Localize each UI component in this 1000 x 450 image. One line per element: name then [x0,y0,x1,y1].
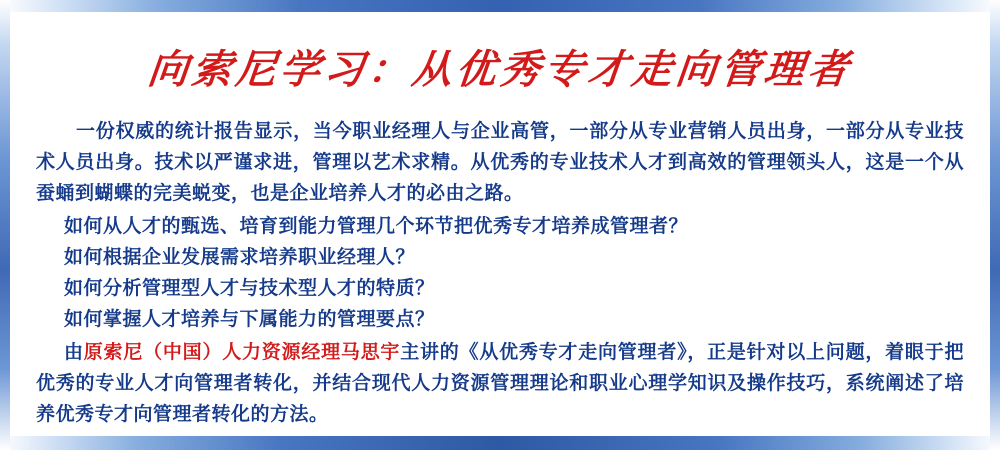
question-line-1: 如何从人才的甄选、培育到能力管理几个环节把优秀专才培养成管理者？ [64,215,689,237]
page-title: 向索尼学习：从优秀专才走向管理者 [145,46,855,93]
closing-paragraph [36,337,964,430]
closing-rest: 主讲的《从优秀专才走向管理者》，正是针对以上问题，着眼于把优秀的专业人才向管理者转化，并结合现代人力资源管理理论和职业心理学知识及操作技巧，系统阐述了培养优秀专才向管理者转化的方法。 [36,341,964,425]
document-body [36,116,964,430]
question-line-3: 如何分析管理型人才与技术型人才的特质？ [64,277,435,299]
closing-highlight: 原索尼（中国）人力资源经理马思宇 [83,341,401,363]
intro-paragraph: 一份权威的统计报告显示，当今职业经理人与企业高管，一部分从专业营销人员出身，一部分从专业技术人员出身。技术以严谨求进，管理以艺术求精。从优秀的专业技术人才到高效的管理领头人，这是一个从蚕蛹到蝴蝶的完美蜕变，也是企业培养人才的必由之路。 [36,120,964,204]
question-line-2: 如何根据企业发展需求培养职业经理人？ [64,246,416,268]
question-line-4: 如何掌握人才培养与下属能力的管理要点？ [64,308,435,330]
closing-prefix: 由 [64,341,84,363]
